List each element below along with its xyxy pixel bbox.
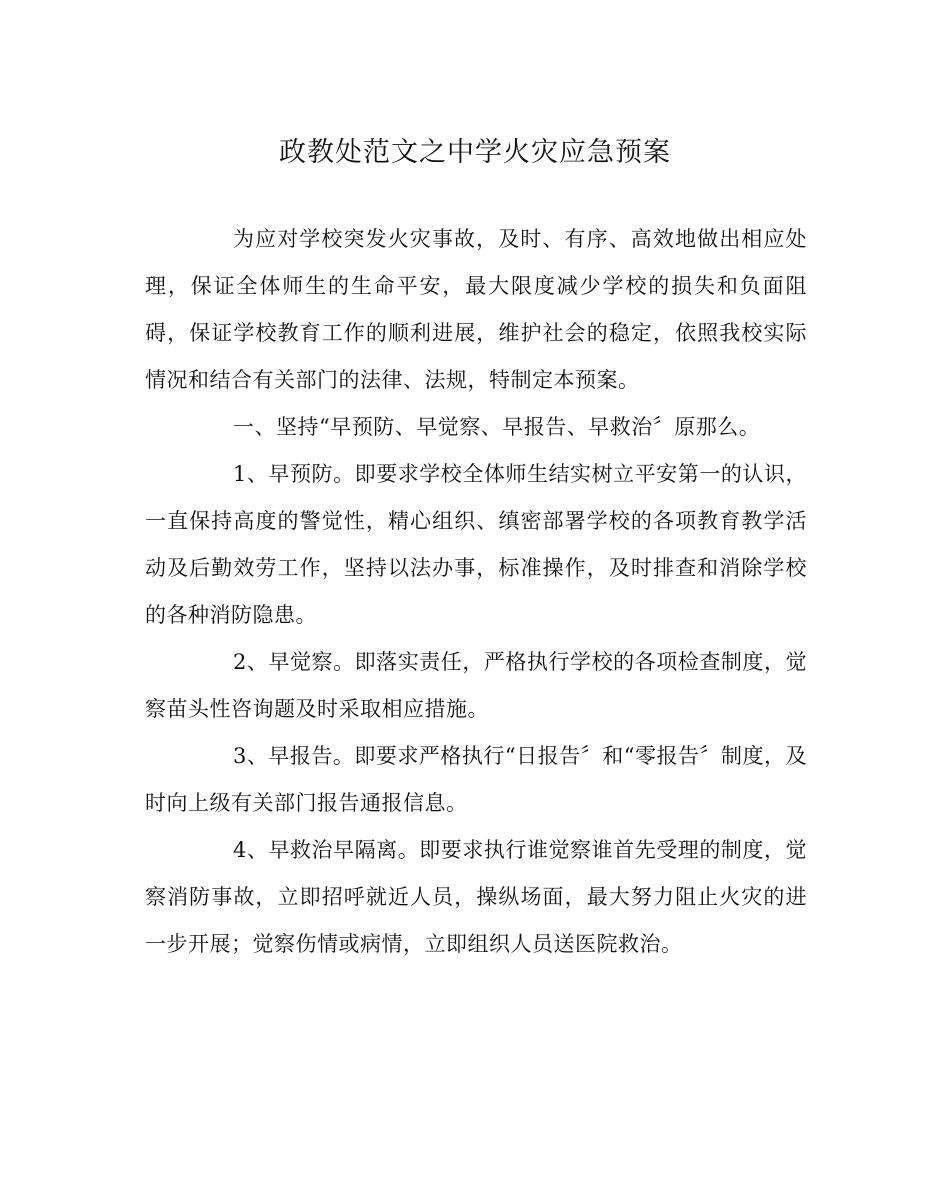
document-title: 政教处范文之中学火灾应急预案 xyxy=(279,137,671,168)
document-body xyxy=(145,216,807,968)
early-treatment-paragraph: 4、早救治早隔离。即要求执行谁觉察谁首先受理的制度，觉察消防事故，立即招呼就近人员，操纵场面，最大努力阻止火灾的进一步开展；觉察伤情或病情，立即组织人员送医院救治。 xyxy=(145,838,807,956)
early-detection-paragraph: 2、早觉察。即落实责任，严格执行学校的各项检查制度，觉察苗头性咨询题及时采取相应措施。 xyxy=(145,650,807,721)
principle-heading: 一、坚持“早预防、早觉察、早报告、早救治〞原那么。 xyxy=(233,415,761,439)
intro-paragraph: 为应对学校突发火灾事故，及时、有序、高效地做出相应处理，保证全体师生的生命平安，最大限度减少学校的损失和负面阻碍，保证学校教育工作的顺利进展，维护社会的稳定，依照我校实际情况和结合有关部门的法律、法规，特制定本预案。 xyxy=(145,227,807,392)
early-report-paragraph: 3、早报告。即要求严格执行“日报告〞和“零报告〞制度，及时向上级有关部门报告通报信息。 xyxy=(145,744,807,815)
early-prevention-paragraph: 1、早预防。即要求学校全体师生结实树立平安第一的认识，一直保持高度的警觉性，精心组织、缜密部署学校的各项教育教学活动及后勤效劳工作，坚持以法办事，标准操作，及时排查和消除学校的各种消防隐患。 xyxy=(145,462,807,627)
